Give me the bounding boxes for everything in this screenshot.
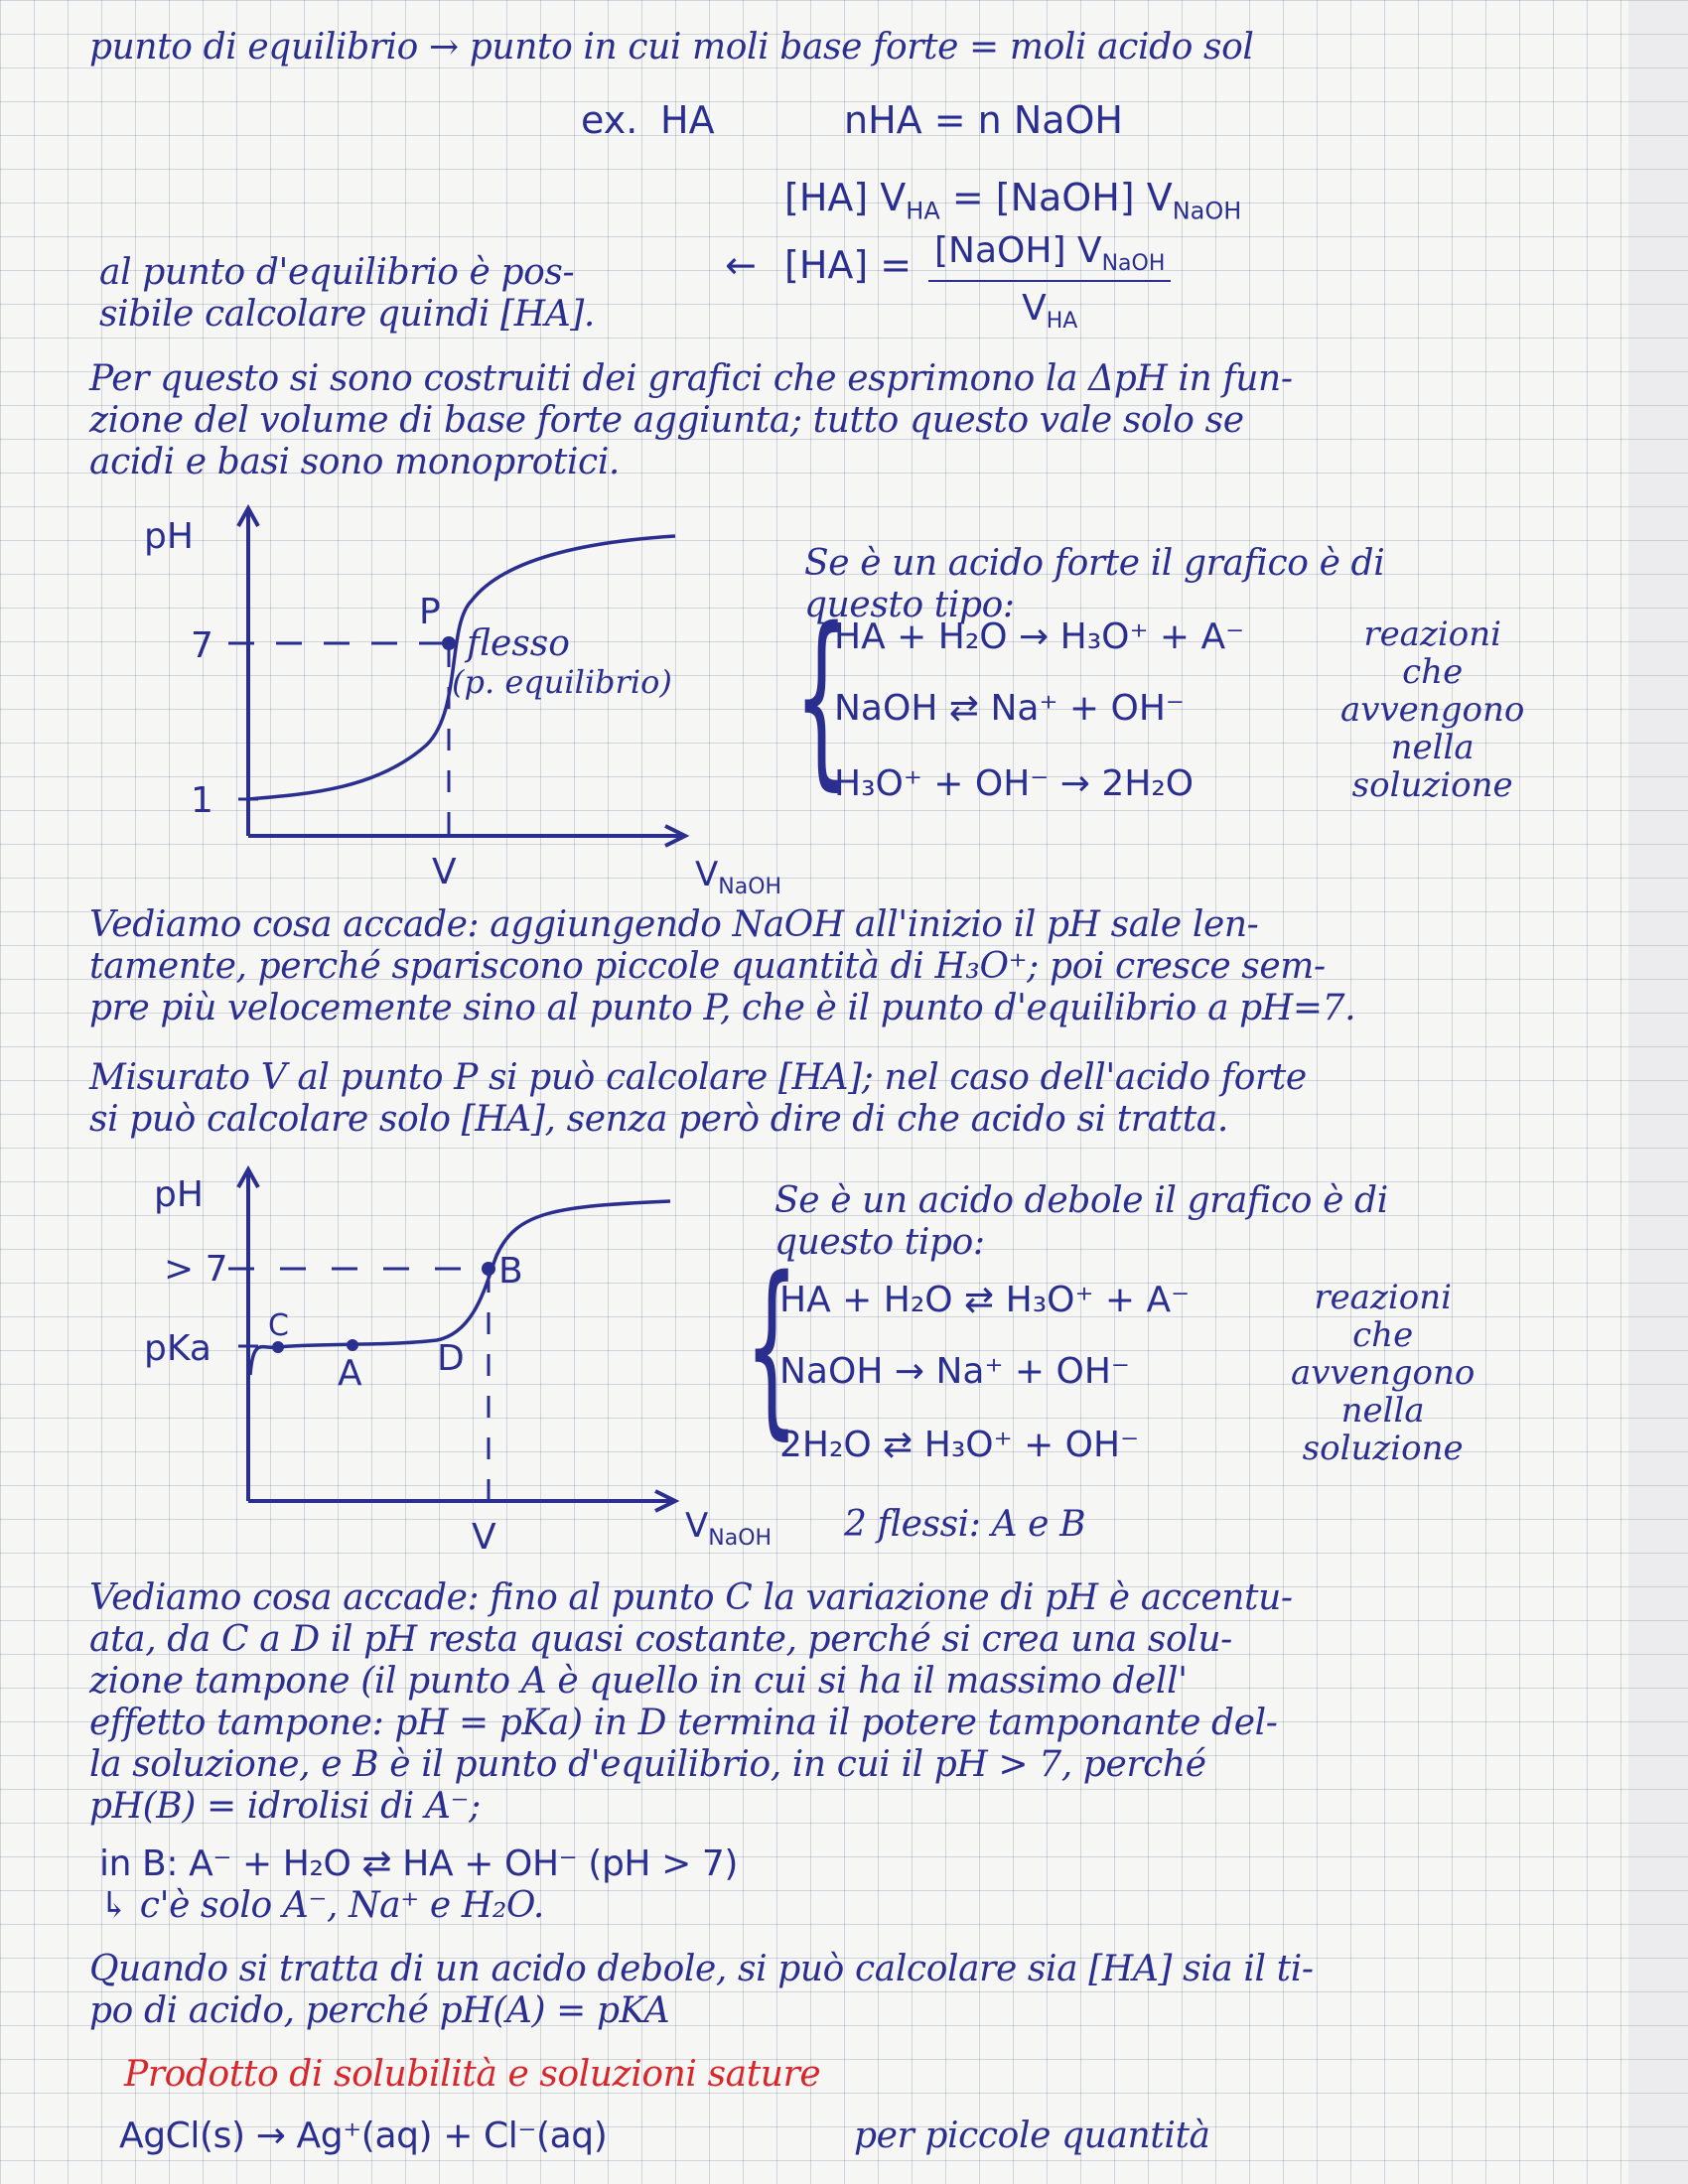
- arrow-left-icon: ←: [725, 243, 757, 287]
- point-c-label: C: [268, 1308, 289, 1343]
- paragraph-3-line-2: si può calcolare solo [HA], senza però dire di che acido si tratta.: [89, 1099, 1228, 1140]
- calc-lhs: [HA] =: [784, 243, 913, 287]
- concentration-volume-equation: [HA] $V_{HA}$ = [NaOH] $V_{NaOH}$: [784, 176, 1242, 225]
- example-label: ex.: [581, 98, 638, 142]
- point-p-label: P: [419, 592, 441, 632]
- solubility-equation: AgCl(s) → Ag⁺(aq) + Cl⁻(aq): [119, 2116, 608, 2156]
- point-p: [442, 636, 456, 650]
- strong-reaction-2: NaOH ⇄ Na⁺ + OH⁻: [834, 688, 1185, 729]
- paragraph-4-line-3: zione tampone (il punto A è quello in cui si ha il massimo dell': [89, 1661, 1188, 1702]
- in-b-note: ↳ c'è solo A⁻, Na⁺ e H₂O.: [99, 1885, 544, 1926]
- reaction-brace: {: [794, 588, 849, 807]
- weak-x-axis-label: $V_{NaOH}$: [685, 1506, 773, 1551]
- arrow-right-icon: →: [428, 27, 459, 68]
- strong-reaction-note: reazioni che avvengono nella soluzione: [1340, 614, 1525, 805]
- in-b-equation: in B: A⁻ + H₂O ⇄ HA + OH⁻ (pH > 7): [99, 1843, 739, 1884]
- calc-fraction: [928, 230, 1171, 334]
- adjacent-page-edge: [1628, 0, 1688, 2184]
- fraction-numerator: [NaOH] $V_{NaOH}$: [928, 230, 1171, 282]
- paragraph-2-line-2: tamente, perché spariscono piccole quantità di H₃O⁺; poi cresce sem-: [89, 946, 1326, 987]
- weak-reaction-3: 2H₂O ⇄ H₃O⁺ + OH⁻: [779, 1425, 1140, 1465]
- weak-acid-titration-graph: [129, 1152, 725, 1549]
- paragraph-4-line-2: ata, da C a D il pH resta quasi costante, perché si crea una solu-: [89, 1619, 1232, 1660]
- equilibrium-term: punto di equilibrio: [89, 27, 418, 68]
- paragraph-2-line-3: pre più velocemente sino al punto P, che è il punto d'equilibrio a pH=7.: [89, 988, 1356, 1028]
- calc-note-line-2: sibile calcolare quindi [HA].: [99, 294, 595, 335]
- paragraph-3-line-1: Misurato V al punto P si può calcolare [HA]; nel caso dell'acido forte: [89, 1057, 1307, 1098]
- weak-reaction-2: NaOH → Na⁺ + OH⁻: [779, 1351, 1130, 1392]
- calc-note-line-1: al punto d'equilibrio è pos-: [99, 252, 575, 293]
- y-axis-label: pH: [154, 1174, 204, 1215]
- point-a-label: A: [338, 1353, 362, 1394]
- section-title: Prodotto di solubilità e soluzioni sature: [124, 2054, 821, 2095]
- paragraph-1-line-2: zione del volume di base forte aggiunta; tutto questo vale solo se: [89, 400, 1244, 441]
- y-axis-label: pH: [144, 516, 194, 557]
- paragraph-2-line-1: Vediamo cosa accade: aggiungendo NaOH all'inizio il pH sale len-: [89, 904, 1259, 945]
- strong-reaction-3: H₃O⁺ + OH⁻ → 2H₂O: [834, 763, 1195, 804]
- tick-label-v: V: [432, 852, 457, 892]
- tick-label-7: 7: [191, 625, 213, 666]
- point-b: [482, 1262, 495, 1276]
- weak-reaction-1: HA + H₂O ⇄ H₃O⁺ + A⁻: [779, 1280, 1191, 1320]
- tick-label-gt7: > 7: [164, 1249, 228, 1290]
- flesso-equilibrium-label: (p. equilibrio): [452, 663, 672, 701]
- solubility-note: per piccole quantità: [854, 2116, 1210, 2156]
- paragraph-1-line-1: Per questo si sono costruiti dei grafici che esprimono la ΔpH in fun-: [89, 358, 1293, 399]
- paragraph-4-line-4: effetto tampone: pH = pKa) in D termina il potere tamponante del-: [89, 1703, 1278, 1743]
- paragraph-4-line-5: la soluzione, e B è il punto d'equilibrio, in cui il pH > 7, perché: [89, 1744, 1206, 1785]
- paragraph-5-line-2: po di acido, perché pH(A) = pKA: [89, 1990, 670, 2031]
- tick-label-1: 1: [191, 780, 213, 821]
- equilibrium-definition-line: [89, 28, 1254, 68]
- tick-label-v: V: [472, 1517, 496, 1549]
- point-d-label: D: [437, 1338, 465, 1379]
- equilibrium-definition: punto in cui moli base forte = moli acido sol: [469, 27, 1254, 68]
- point-b-label: B: [498, 1251, 523, 1292]
- strong-acid-title-1: Se è un acido forte il grafico è di: [804, 543, 1385, 584]
- weak-reaction-note: reazioni che avvengono nella soluzione: [1291, 1278, 1476, 1468]
- paragraph-1-line-3: acidi e basi sono monoprotici.: [89, 442, 620, 482]
- tick-label-pka: pKa: [144, 1328, 211, 1369]
- strong-acid-title-2: questo tipo:: [804, 585, 1015, 625]
- strong-reaction-1: HA + H₂O → H₃O⁺ + A⁻: [834, 616, 1245, 657]
- strong-acid-titration-graph: [129, 496, 725, 893]
- weak-acid-title-2: questo tipo:: [774, 1222, 985, 1263]
- weak-acid-title-1: Se è un acido debole il grafico è di: [774, 1180, 1388, 1221]
- reaction-brace: {: [745, 1237, 799, 1456]
- two-inflections-note: 2 flessi: A e B: [844, 1504, 1086, 1545]
- paragraph-4-line-6: pH(B) = idrolisi di A⁻;: [89, 1786, 481, 1827]
- fraction-denominator: $V_{HA}$: [1022, 288, 1078, 335]
- paragraph-4-line-1: Vediamo cosa accade: fino al punto C la variazione di pH è accentu-: [89, 1577, 1293, 1618]
- flesso-label: flesso: [467, 623, 570, 664]
- strong-x-axis-label: $V_{NaOH}$: [695, 855, 782, 899]
- point-a: [347, 1339, 358, 1351]
- paragraph-5-line-1: Quando si tratta di un acido debole, si può calcolare sia [HA] sia il ti-: [89, 1949, 1314, 1989]
- example-species: HA: [660, 98, 715, 142]
- moles-equation: nHA = n NaOH: [844, 98, 1124, 142]
